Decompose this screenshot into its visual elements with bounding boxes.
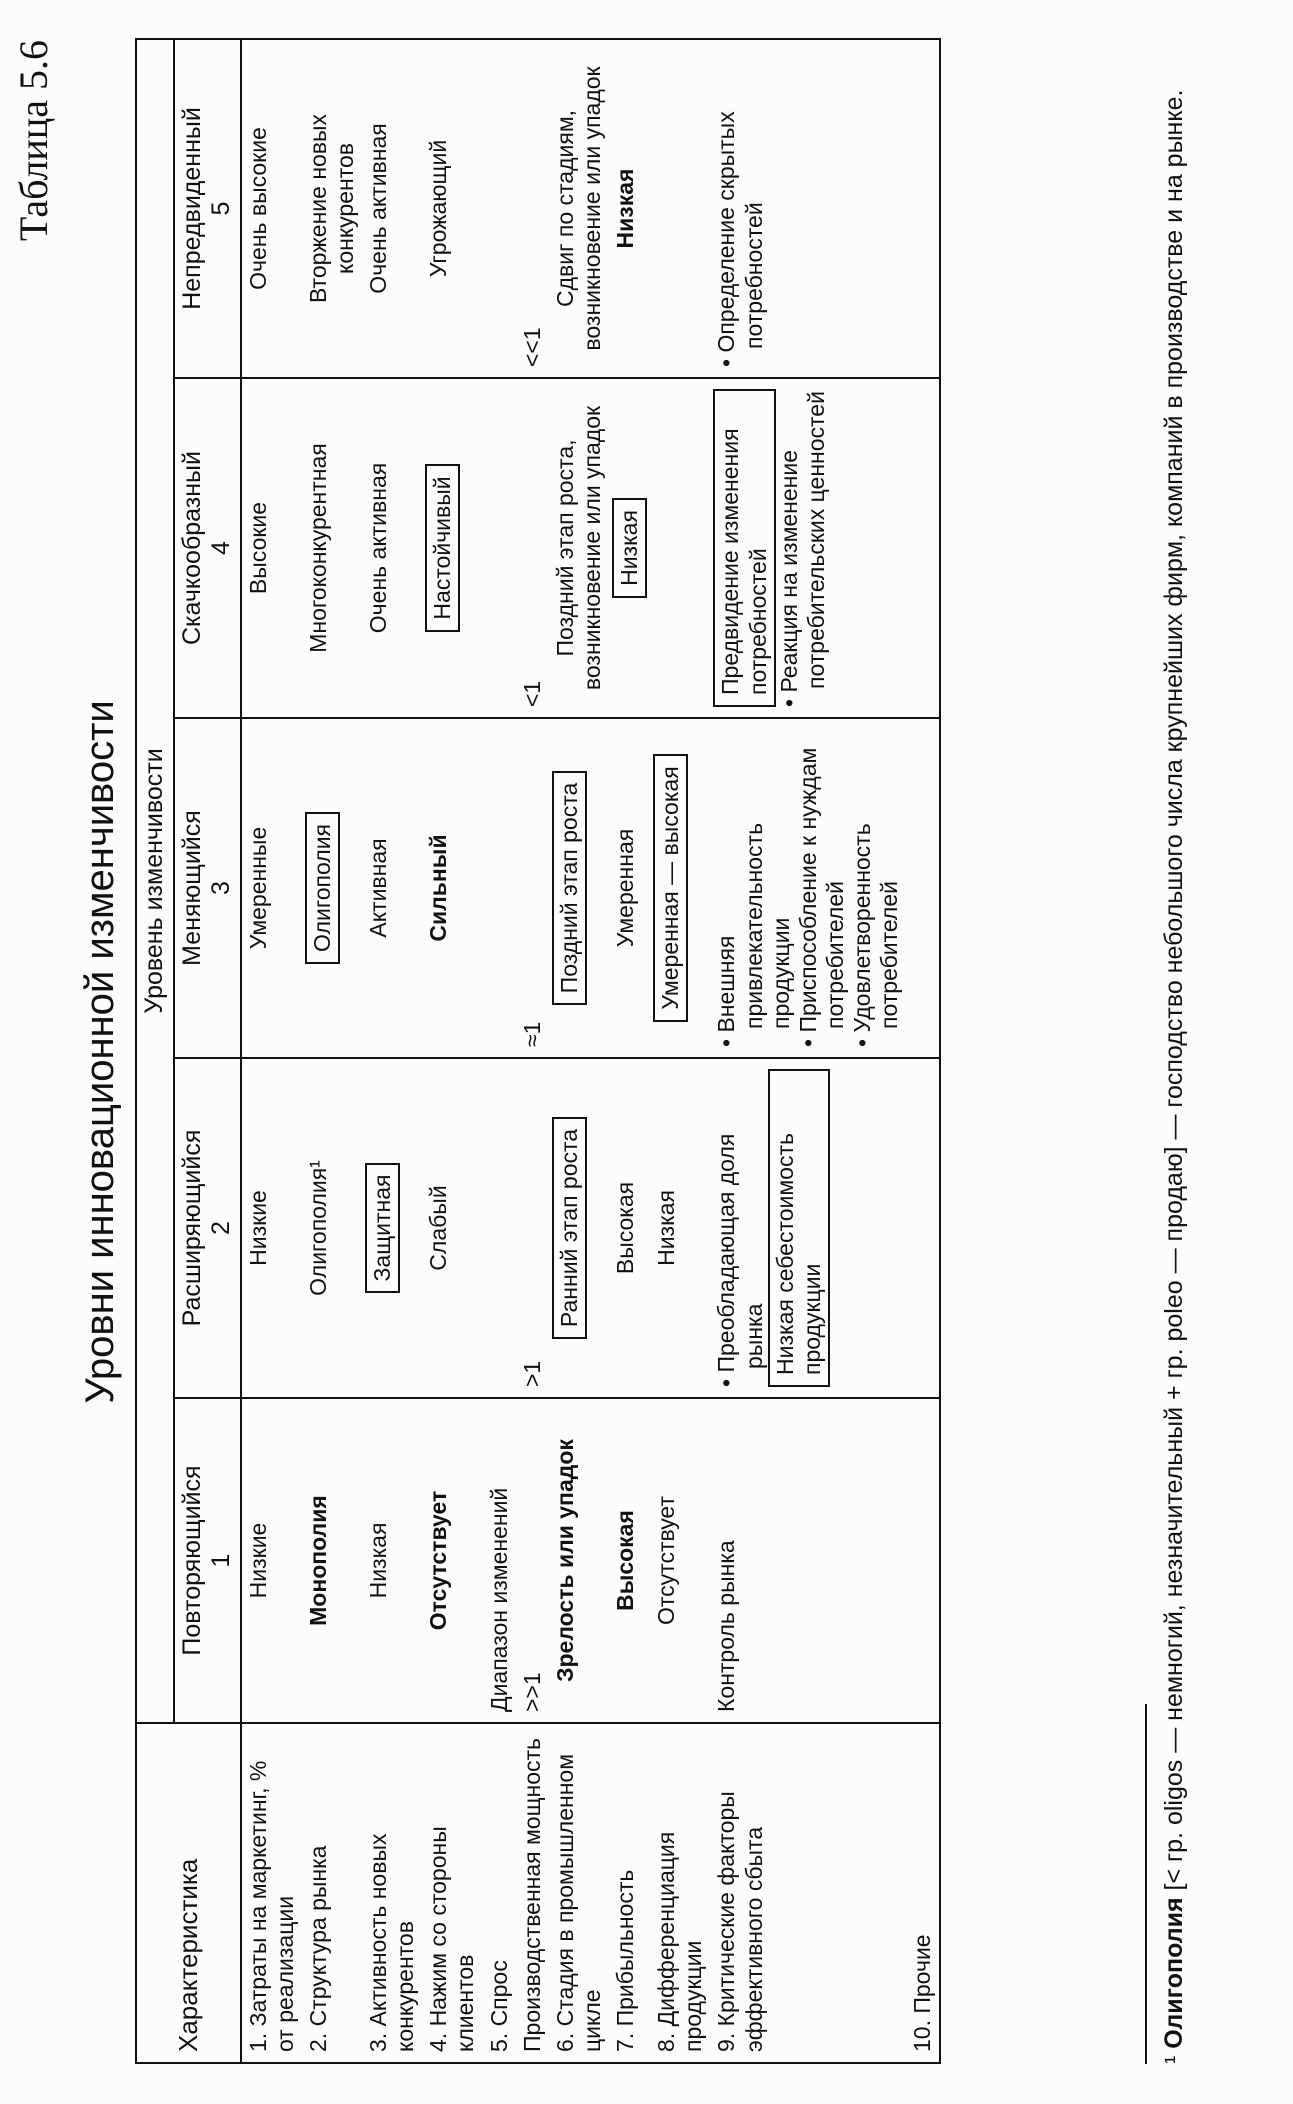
header-col-5: Непредвиденный 5 (174, 39, 241, 378)
table-cell (710, 1058, 906, 1398)
footnote-term: Олигополия (1160, 1897, 1188, 2049)
boxed-value: Предвидение изменения потребностей (713, 389, 775, 707)
table-cell: Вторжение новых конкурентов (302, 39, 362, 378)
header-level-group: Уровень изменчивости (136, 39, 174, 1723)
table-row (483, 39, 516, 2063)
table-cell: Отсутствует (422, 1398, 482, 1723)
table-cell: Умеренная (609, 718, 650, 1058)
table-cell (710, 718, 906, 1058)
table-row (362, 39, 422, 2063)
row-label: 7. Прибыльность (609, 1723, 650, 2063)
table-cell (710, 39, 906, 378)
footnote-separator (1145, 1704, 1147, 2064)
variability-table (135, 38, 941, 2064)
table-cell: Монополия (302, 1398, 362, 1723)
table-row (906, 39, 940, 2063)
boxed-value: Настойчивый (425, 464, 460, 631)
table-cell: <1 (516, 378, 549, 718)
header-col-3: Меняющийся 3 (174, 718, 241, 1058)
row-label: 3. Активность новых конкурентов (362, 1723, 422, 2063)
table-cell: Высокая (609, 1058, 650, 1398)
table-cell: >>1 (516, 1398, 549, 1723)
table-row (241, 39, 302, 2063)
bullet-item: • Определение скрытых потребностей (713, 111, 767, 367)
row-label: 8. Дифференциация продукции (650, 1723, 710, 2063)
table-cell: Отсутствует (650, 1398, 710, 1723)
table-cell: Слабый (422, 1058, 482, 1398)
table-cell: Низкие (241, 1398, 302, 1723)
boxed-value: Олигополия (305, 812, 340, 964)
table-cell (549, 718, 609, 1058)
table-cell (362, 1058, 422, 1398)
bullet-item: • Преобладающая доля рынка (713, 1133, 767, 1387)
table-title: Уровни инновационной изменчивости (78, 700, 122, 1404)
table-cell: Очень активная (362, 378, 422, 718)
table-label: Таблица 5.6 (11, 40, 56, 242)
table-row (422, 39, 482, 2063)
table-cell: Высокая (609, 1398, 650, 1723)
bullet-item: • Реакция на изменение потребительских ценностей (775, 391, 829, 707)
table-row (710, 39, 906, 2063)
table-cell (650, 718, 710, 1058)
row-label: 6. Стадия в промышленном цикле (549, 1723, 609, 2063)
boxed-value: Поздний этап роста (552, 771, 587, 1006)
table-cell: Сдвиг по стадиям, возникновение или упадок (549, 39, 609, 378)
table-cell (549, 1058, 609, 1398)
header-col-2: Расширяющийся 2 (174, 1058, 241, 1398)
table-cell: Зрелость или упадок (549, 1398, 609, 1723)
table-row (650, 39, 710, 2063)
table-cell: Низкая (609, 39, 650, 378)
row-label: 1. Затраты на маркетинг, % от реализации (241, 1723, 302, 2063)
table-cell: Активная (362, 718, 422, 1058)
table-cell (422, 378, 482, 718)
row-label: 4. Нажим со стороны клиентов (422, 1723, 482, 2063)
bullet-item: • Удовлетворенность потребителей (849, 823, 903, 1047)
table-cell: Контроль рынка (710, 1398, 906, 1723)
table-row (549, 39, 609, 2063)
row-label: 5. Спрос (483, 1723, 516, 2063)
table-cell: Поздний этап роста, возникновение или упадок (549, 378, 609, 718)
table-cell: Очень высокие (241, 39, 302, 378)
table-cell: Очень активная (362, 39, 422, 378)
table-cell: Низкие (241, 1058, 302, 1398)
header-col-1: Повторяющийся 1 (174, 1398, 241, 1723)
footnote: ¹ Олигополия [< гр. oligos — немногий, незначительный + гр. poleo — продаю] — господство небольшого числа крупнейших фирм, компаний в производстве и на рынке. (1160, 89, 1188, 2064)
row-label: 2. Структура рынка (302, 1723, 362, 2063)
boxed-value: Низкая (612, 498, 647, 598)
table-cell: Диапазон изменений (483, 1398, 516, 1723)
boxed-value: Умеренная — высокая (653, 754, 688, 1021)
row-label: Производственная мощность (516, 1723, 549, 2063)
table-cell: Олигополия¹ (302, 1058, 362, 1398)
row-label: 9. Критические факторы эффективного сбыта (710, 1723, 906, 2063)
table-cell: Умеренные (241, 718, 302, 1058)
header-col-4: Скачкообразный 4 (174, 378, 241, 718)
table-cell: Сильный (422, 718, 482, 1058)
table-row (516, 39, 549, 2063)
table-cell: Многоконкурентная (302, 378, 362, 718)
table-cell: Угрожающий (422, 39, 482, 378)
table-cell: Высокие (241, 378, 302, 718)
table-cell: <<1 (516, 39, 549, 378)
bullet-item: • Приспособление к нуждам потребителей (794, 747, 848, 1047)
table-row (609, 39, 650, 2063)
header-characteristic: Характеристика (136, 1723, 241, 2063)
table-cell (609, 378, 650, 718)
boxed-value: Защитная (365, 1163, 400, 1294)
table-row (302, 39, 362, 2063)
table-cell: >1 (516, 1058, 549, 1398)
boxed-value: Ранний этап роста (552, 1117, 587, 1339)
table-cell: Низкая (362, 1398, 422, 1723)
row-label: 10. Прочие (906, 1723, 940, 2063)
table-cell: ≈1 (516, 718, 549, 1058)
table-cell: Низкая (650, 1058, 710, 1398)
table-cell (710, 378, 906, 718)
table-cell (302, 718, 362, 1058)
bullet-item: • Внешняя привлекательность продукции (713, 822, 794, 1047)
boxed-value: Низкая себестоимость продукции (768, 1069, 830, 1387)
